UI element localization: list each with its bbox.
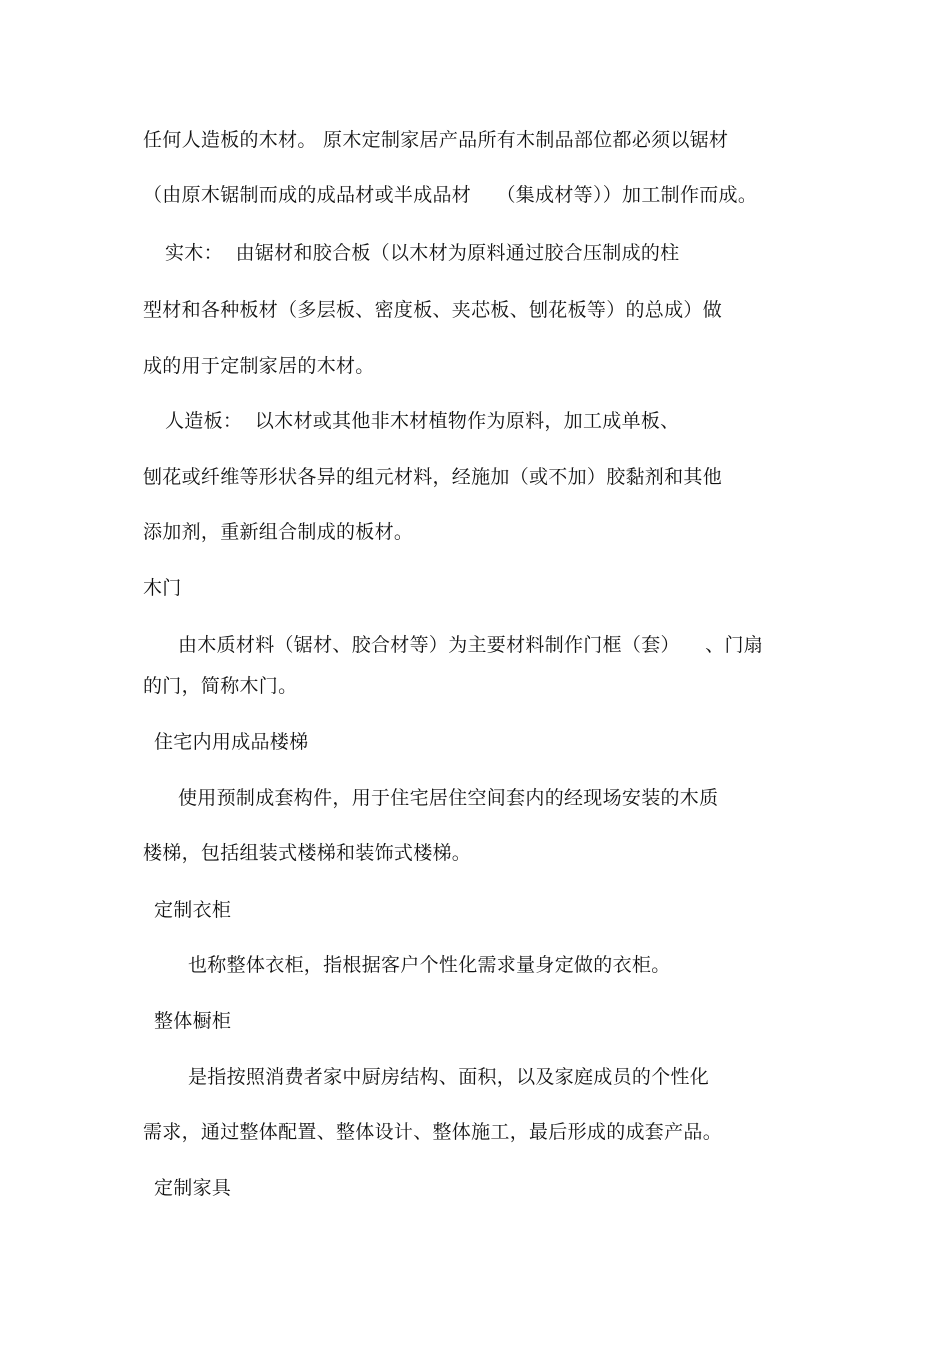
paragraph-line: 也称整体衣柜，指根据客户个性化需求量身定做的衣柜。 [188,954,671,976]
paragraph-line: 需求，通过整体配置、整体设计、整体施工，最后形成的成套产品。 [143,1121,723,1143]
paragraph-line: 添加剂，重新组合制成的板材。 [143,521,414,543]
section-heading: 木门 [143,577,182,599]
paragraph-line: 楼梯，包括组装式楼梯和装饰式楼梯。 [143,842,472,864]
section-heading: 整体橱柜 [154,1010,232,1032]
paragraph-line: 由木质材料（锯材、胶合材等）为主要材料制作门框（套） 、门扇 [178,634,764,656]
term-definition-line: 人造板： 以木材或其他非木材植物作为原料，加工成单板、 [165,410,680,432]
section-heading: 住宅内用成品楼梯 [154,731,309,753]
paragraph-line: 成的用于定制家居的木材。 [143,355,375,377]
paragraph-line: 使用预制成套构件，用于住宅居住空间套内的经现场安装的木质 [178,787,719,809]
term-definition-line: 实木： 由锯材和胶合板（以木材为原料通过胶合压制成的柱 [165,242,680,264]
section-heading: 定制家具 [154,1177,232,1199]
paragraph-line: （由原木锯制而成的成品材或半成品材 （集成材等））加工制作而成。 [143,184,758,206]
paragraph-line: 是指按照消费者家中厨房结构、面积，以及家庭成员的个性化 [188,1066,710,1088]
paragraph-line: 任何人造板的木材。 原木定制家居产品所有木制品部位都必须以锯材 [143,129,729,151]
paragraph-line: 型材和各种板材（多层板、密度板、夹芯板、刨花板等）的总成）做 [143,299,723,321]
section-heading: 定制衣柜 [154,899,232,921]
paragraph-line: 的门，简称木门。 [143,675,298,697]
paragraph-line: 刨花或纤维等形状各异的组元材料，经施加（或不加）胶黏剂和其他 [143,466,723,488]
